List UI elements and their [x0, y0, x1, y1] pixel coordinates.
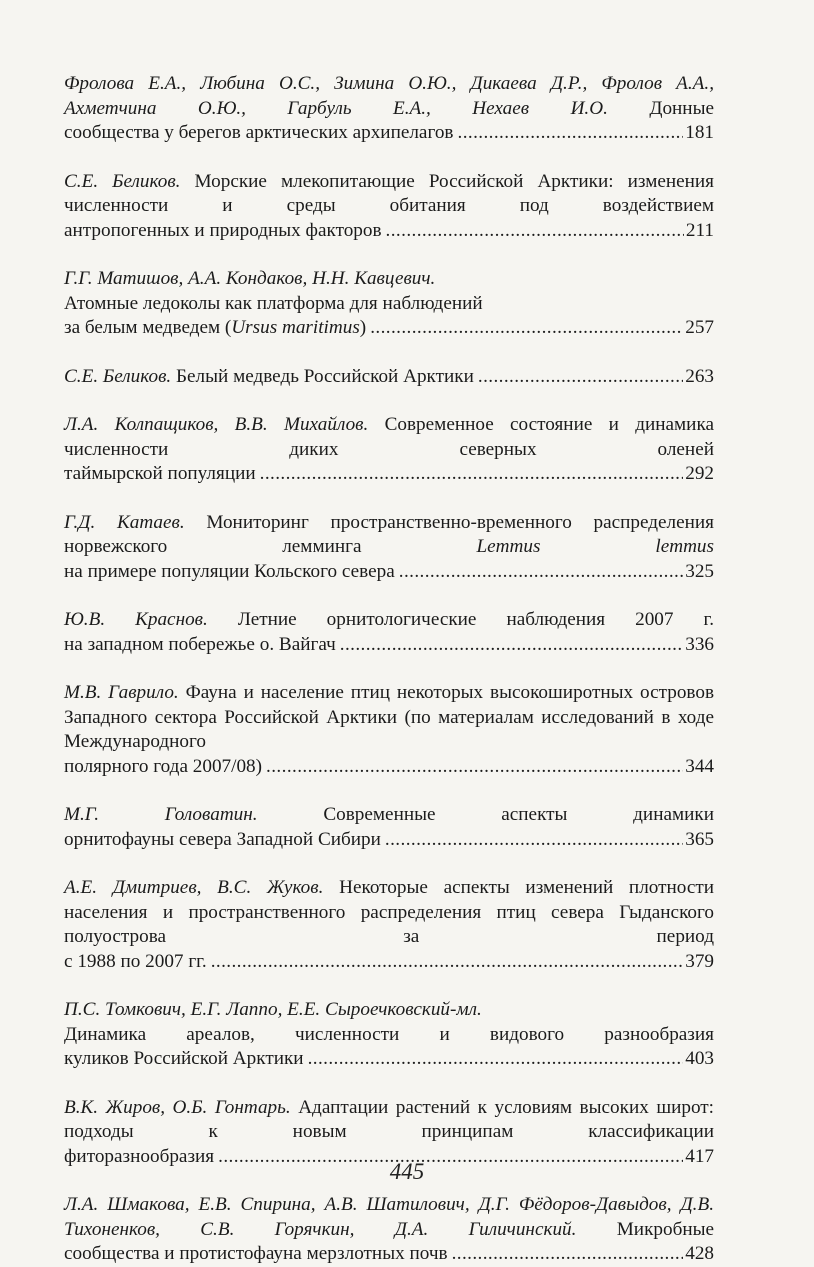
toc-entry[interactable] [64, 365, 714, 390]
entry-title: Некоторые аспекты изменений плотности населения и пространственного распределения птиц севера Гыданского полуострова за период [64, 877, 715, 947]
entry-authors: С.Е. Беликов. [64, 170, 181, 192]
entry-title: Белый медведь Российской Арктики [176, 365, 474, 387]
entry-last-line [64, 828, 714, 853]
leader-dots [308, 1047, 684, 1072]
entry-text [64, 803, 714, 828]
entry-authors-line [64, 267, 714, 292]
leader-dots [340, 633, 683, 658]
entry-title-end: сообщества и протистофауна мерзлотных почв [64, 1243, 448, 1264]
entry-last-line [64, 121, 714, 146]
page-number: 445 [389, 1159, 425, 1184]
entry-authors: Фролова Е.А., Любина О.С., Зимина О.Ю., Дикаева Д.Р., Фролов А.А., Ахметчина О.Ю., Гарбуль Е.А., Нехаев И.О. [64, 73, 714, 119]
entry-authors: С.Е. Беликов. [64, 365, 172, 387]
entry-last-line [64, 950, 714, 975]
entry-page-number: 403 [685, 1048, 714, 1069]
leader-dots [452, 1242, 684, 1267]
leader-dots [266, 755, 683, 780]
species-name: Lemmus lemmus [476, 536, 714, 557]
toc-entry[interactable] [64, 681, 714, 779]
entry-page-number: 325 [685, 560, 714, 582]
toc-entry[interactable] [64, 267, 714, 341]
entry-last-line [64, 219, 714, 244]
entry-text [64, 681, 714, 755]
entry-title: Фауна и население птиц некоторых высокоширотных островов Западного сектора Российской Арктики (по материалам исследований в ходе Международного [64, 682, 715, 752]
entry-page-number: 211 [685, 219, 714, 241]
entry-title-end: на примере популяции Кольского севера [64, 560, 395, 582]
entry-authors: М.В. Гаврило. [64, 682, 179, 703]
entry-page-number: 379 [685, 950, 714, 972]
entry-last-line [64, 1047, 714, 1072]
entry-last-line [64, 365, 714, 390]
entry-title-part: ) [359, 317, 367, 338]
leader-dots [211, 950, 684, 975]
entry-last-line [64, 560, 714, 585]
entry-title-end: куликов Российской Арктики [64, 1048, 304, 1069]
entry-page-number: 344 [685, 755, 714, 777]
toc-entry[interactable] [64, 803, 714, 852]
leader-dots [385, 828, 683, 853]
toc-entry[interactable] [64, 1096, 714, 1170]
entry-authors: Г.Г. Матишов, А.А. Кондаков, Н.Н. Кавцевич. [64, 268, 436, 289]
table-of-contents [64, 72, 714, 1267]
entry-title: Мониторинг пространственно-временного распределения норвежского лемминга [64, 511, 715, 557]
entry-title: Современное состояние и динамика численности диких северных оленей [64, 414, 714, 460]
toc-entry[interactable] [64, 413, 714, 487]
entry-text [64, 413, 714, 462]
entry-authors-line [64, 998, 714, 1023]
entry-authors: Л.А. Колпащиков, В.В. Михайлов. [64, 414, 369, 435]
entry-authors: Ю.В. Краснов. [64, 609, 208, 630]
entry-title-end: полярного года 2007/08) [64, 755, 263, 777]
leader-dots [370, 316, 683, 341]
entry-title: Летние орнитологические наблюдения 2007 г. [237, 609, 714, 630]
entry-title: Донные [649, 97, 714, 119]
entry-title-end [64, 365, 474, 390]
entry-authors: П.С. Томкович, Е.Г. Лаппо, Е.Е. Сыроечковский-мл. [64, 999, 482, 1020]
entry-page-number: 336 [685, 633, 714, 655]
leader-dots [386, 219, 684, 244]
entry-title: Микробные [616, 1218, 715, 1240]
leader-dots [458, 121, 684, 146]
entry-authors: А.Е. Дмитриев, В.С. Жуков. [64, 877, 324, 898]
entry-title-end [64, 316, 366, 341]
entry-text [64, 1096, 714, 1145]
entry-title-end: орнитофауны севера Западной Сибири [64, 828, 381, 850]
entry-page-number: 263 [685, 365, 714, 387]
entry-text [64, 511, 714, 560]
entry-authors: Л.А. Шмакова, Е.В. Спирина, А.В. Шатилович, Д.Г. Фёдоров-Давыдов, Д.В. Тихоненков, С.В. Горячкин, Д.А. Гиличинский. [64, 1194, 714, 1240]
entry-page-number: 292 [685, 463, 714, 484]
entry-text [64, 170, 714, 219]
entry-title: Адаптации растений к условиям высоких широт: подходы к новым принципам классификации [64, 1096, 715, 1142]
toc-entry[interactable] [64, 1193, 714, 1267]
toc-entry[interactable] [64, 608, 714, 657]
entry-page-number: 428 [685, 1243, 714, 1264]
entry-last-line [64, 462, 714, 487]
toc-entry[interactable] [64, 72, 714, 146]
toc-entry[interactable] [64, 511, 714, 585]
species-name: Ursus maritimus [231, 317, 360, 338]
entry-page-number: 365 [685, 828, 714, 850]
entry-page-number: 417 [685, 1145, 714, 1167]
toc-entry[interactable] [64, 876, 714, 974]
entry-title-end: на западном побережье о. Вайгач [64, 633, 336, 655]
entry-text [64, 876, 714, 950]
entry-title: Динамика ареалов, численности и видового разнообразия [64, 1023, 714, 1045]
entry-authors: Г.Д. Катаев. [64, 511, 185, 533]
entry-title-end: таймырской популяции [64, 463, 256, 484]
entry-authors: М.Г. Головатин. [64, 804, 258, 825]
entry-text [64, 1193, 714, 1242]
toc-entry[interactable] [64, 170, 714, 244]
entry-title-end: с 1988 по 2007 гг. [64, 950, 207, 972]
entry-title: Атомные ледоколы как платформа для наблюдений [64, 292, 483, 314]
entry-title-part: за белым медведем ( [64, 317, 232, 338]
entry-title: Современные аспекты динамики [323, 804, 714, 825]
entry-title-end: антропогенных и природных факторов [64, 219, 382, 241]
leader-dots [399, 560, 683, 585]
entry-text [64, 72, 714, 121]
toc-entry[interactable] [64, 998, 714, 1072]
entry-last-line [64, 316, 714, 341]
entry-text [64, 608, 714, 633]
entry-title: Морские млекопитающие Российской Арктики: изменения численности и среды обитания под воздействием [64, 170, 714, 216]
entry-authors: В.К. Жиров, О.Б. Гонтарь. [64, 1096, 291, 1118]
entry-last-line [64, 1242, 714, 1267]
leader-dots [478, 365, 683, 390]
entry-title-end: сообщества у берегов арктических архипелагов [64, 122, 454, 143]
entry-page-number: 181 [685, 122, 714, 143]
entry-title-end: фиторазнообразия [64, 1145, 215, 1167]
entry-last-line [64, 633, 714, 658]
entry-page-number: 257 [685, 317, 714, 338]
leader-dots [260, 462, 684, 487]
entry-last-line [64, 755, 714, 780]
